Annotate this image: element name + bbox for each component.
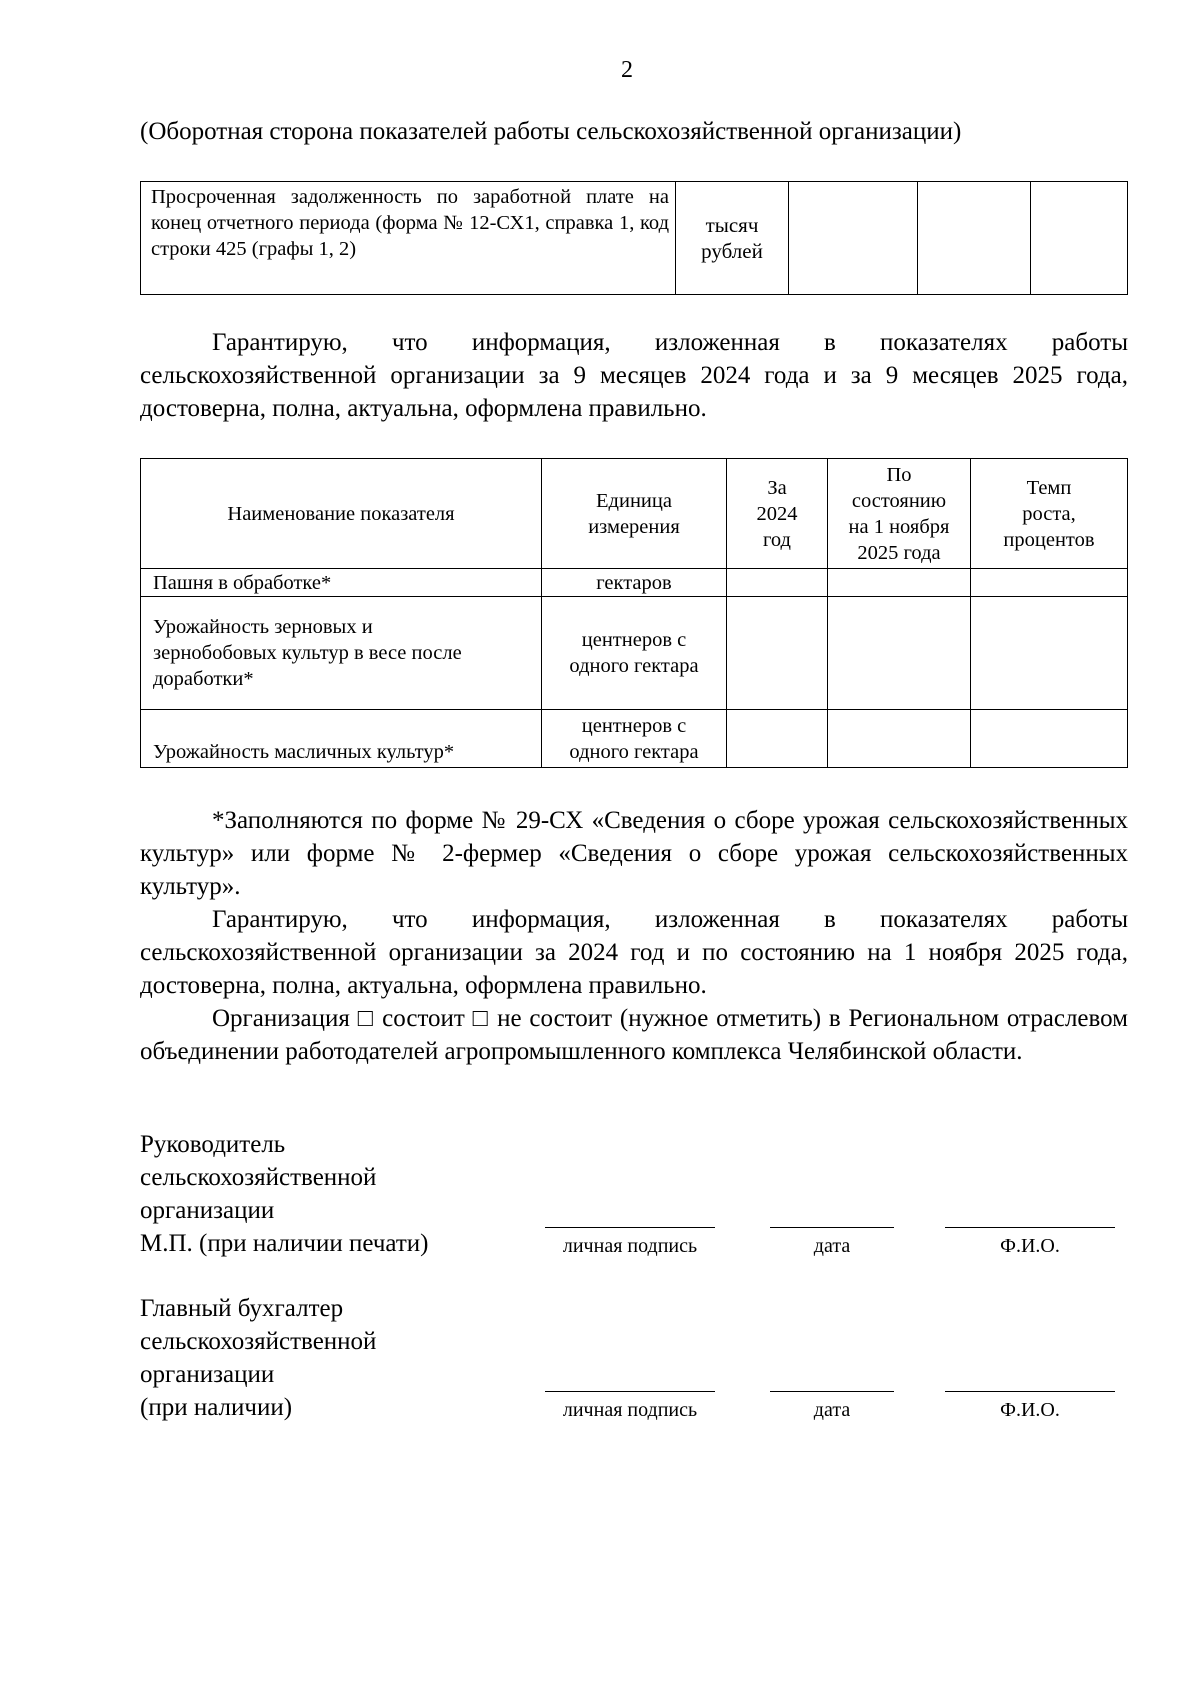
debt-unit-cell [676, 182, 789, 295]
header-text-line: роста, [1022, 502, 1076, 525]
debt-unit-line: тысяч [705, 213, 759, 237]
indicator-unit: гектаров [542, 569, 727, 597]
debt-value-cell[interactable] [789, 182, 918, 295]
table-row [141, 597, 1128, 710]
page-number: 2 [621, 57, 633, 83]
head-date-line[interactable] [770, 1227, 894, 1228]
header-text-line: состоянию [851, 489, 947, 512]
header-state-nov-2025 [828, 459, 971, 569]
indicator-table [140, 458, 1128, 768]
accountant-name-line[interactable] [945, 1391, 1115, 1392]
header-text-line: Единица [596, 489, 672, 512]
debt-value-cell[interactable] [918, 182, 1031, 295]
header-text-line: процентов [1003, 528, 1095, 551]
accountant-label-line: (при наличии) [140, 1394, 293, 1421]
accountant-label [140, 1292, 376, 1424]
guarantee-paragraph-2: Гарантирую, что информация, изложенная в показателях работы сельскохозяйственной организации за 2024 год и по состоянию на 1 ноября 2025 года, достоверна, полна, актуальна, оформлена правильно. [140, 906, 1128, 999]
indicator-unit [542, 597, 727, 710]
accountant-label-line: Главный бухгалтер [140, 1295, 344, 1322]
indicator-unit [542, 710, 727, 768]
head-label-line: сельскохозяйственной [140, 1164, 377, 1191]
caption-date: дата [813, 1235, 851, 1257]
header-unit [542, 459, 727, 569]
accountant-label-line: сельскохозяйственной [140, 1328, 377, 1355]
table-row [141, 569, 1128, 597]
head-label-line: Руководитель [140, 1131, 286, 1158]
head-name-line[interactable] [945, 1227, 1115, 1228]
indicator-unit-line: центнеров с [581, 629, 687, 651]
indicator-name-line: Урожайность зерновых и [153, 616, 373, 638]
value-cell[interactable] [727, 569, 828, 597]
head-label-line: организации [140, 1197, 275, 1224]
value-cell[interactable] [727, 710, 828, 768]
table-header-row [141, 459, 1128, 569]
notes-block [140, 804, 1128, 1068]
header-text-line: Темп [1026, 476, 1072, 499]
value-cell[interactable] [971, 597, 1128, 710]
value-cell[interactable] [971, 710, 1128, 768]
indicator-name: Урожайность масличных культур* [141, 710, 542, 768]
indicator-name-line: зернобобовых культур в весе после [153, 642, 462, 664]
value-cell[interactable] [727, 597, 828, 710]
header-text-line: на 1 ноября [848, 515, 950, 538]
debt-table [140, 181, 1128, 295]
footnote: *Заполняются по форме № 29-СХ «Сведения о сборе урожая сельскохозяйственных культур» или форме № 2-фермер «Сведения о сборе урожая сельскохозяйственных культур». [140, 807, 1128, 900]
head-signature-line[interactable] [545, 1227, 715, 1228]
guarantee-paragraph-1: Гарантирую, что информация, изложенная в показателях работы сельскохозяйственной организации за 9 месяцев 2024 года и за 9 месяцев 2025 года, достоверна, полна, актуальна, оформлена правильно. [140, 329, 1128, 422]
header-growth-rate [971, 459, 1128, 569]
value-cell[interactable] [971, 569, 1128, 597]
caption-signature: личная подпись [562, 1235, 698, 1257]
caption-name: Ф.И.О. [1000, 1399, 1060, 1421]
page-heading: (Оборотная сторона показателей работы сельскохозяйственной организации) [140, 118, 962, 145]
accountant-label-line: организации [140, 1361, 275, 1388]
value-cell[interactable] [828, 569, 971, 597]
header-text-line: 2025 года [857, 541, 941, 564]
debt-value-cell[interactable] [1031, 182, 1128, 295]
debt-description: Просроченная задолженность по заработной плате на конец отчетного периода (форма № 12-СХ1, справка 1, код строки 425 (графы 1, 2) [141, 182, 676, 295]
caption-name: Ф.И.О. [1000, 1235, 1060, 1257]
accountant-signature-line[interactable] [545, 1391, 715, 1392]
indicator-unit-line: центнеров с [581, 714, 687, 737]
header-text-line: год [763, 528, 791, 551]
caption-date: дата [813, 1399, 851, 1421]
indicator-unit-line: одного гектара [569, 655, 699, 677]
indicator-unit-line: одного гектара [569, 740, 699, 763]
head-label [140, 1128, 429, 1260]
header-text-line: За [767, 476, 787, 499]
head-label-line: М.П. (при наличии печати) [140, 1230, 429, 1257]
accountant-date-line[interactable] [770, 1391, 894, 1392]
value-cell[interactable] [828, 597, 971, 710]
indicator-name [141, 597, 542, 710]
value-cell[interactable] [828, 710, 971, 768]
header-indicator-name: Наименование показателя [141, 459, 542, 569]
header-year-2024 [727, 459, 828, 569]
table-row [141, 710, 1128, 768]
caption-signature: личная подпись [562, 1399, 698, 1421]
indicator-name-line: доработки* [153, 668, 254, 690]
debt-unit-line: рублей [701, 239, 763, 263]
indicator-name: Пашня в обработке* [141, 569, 542, 597]
membership-paragraph: Организация □ состоит □ не состоит (нужное отметить) в Региональном отраслевом объединении работодателей агропромышленного комплекса Челябинской области. [140, 1005, 1128, 1065]
table-row [141, 182, 1128, 295]
header-text-line: измерения [588, 515, 680, 538]
header-text-line: 2024 [756, 502, 798, 525]
header-text-line: По [886, 463, 912, 486]
